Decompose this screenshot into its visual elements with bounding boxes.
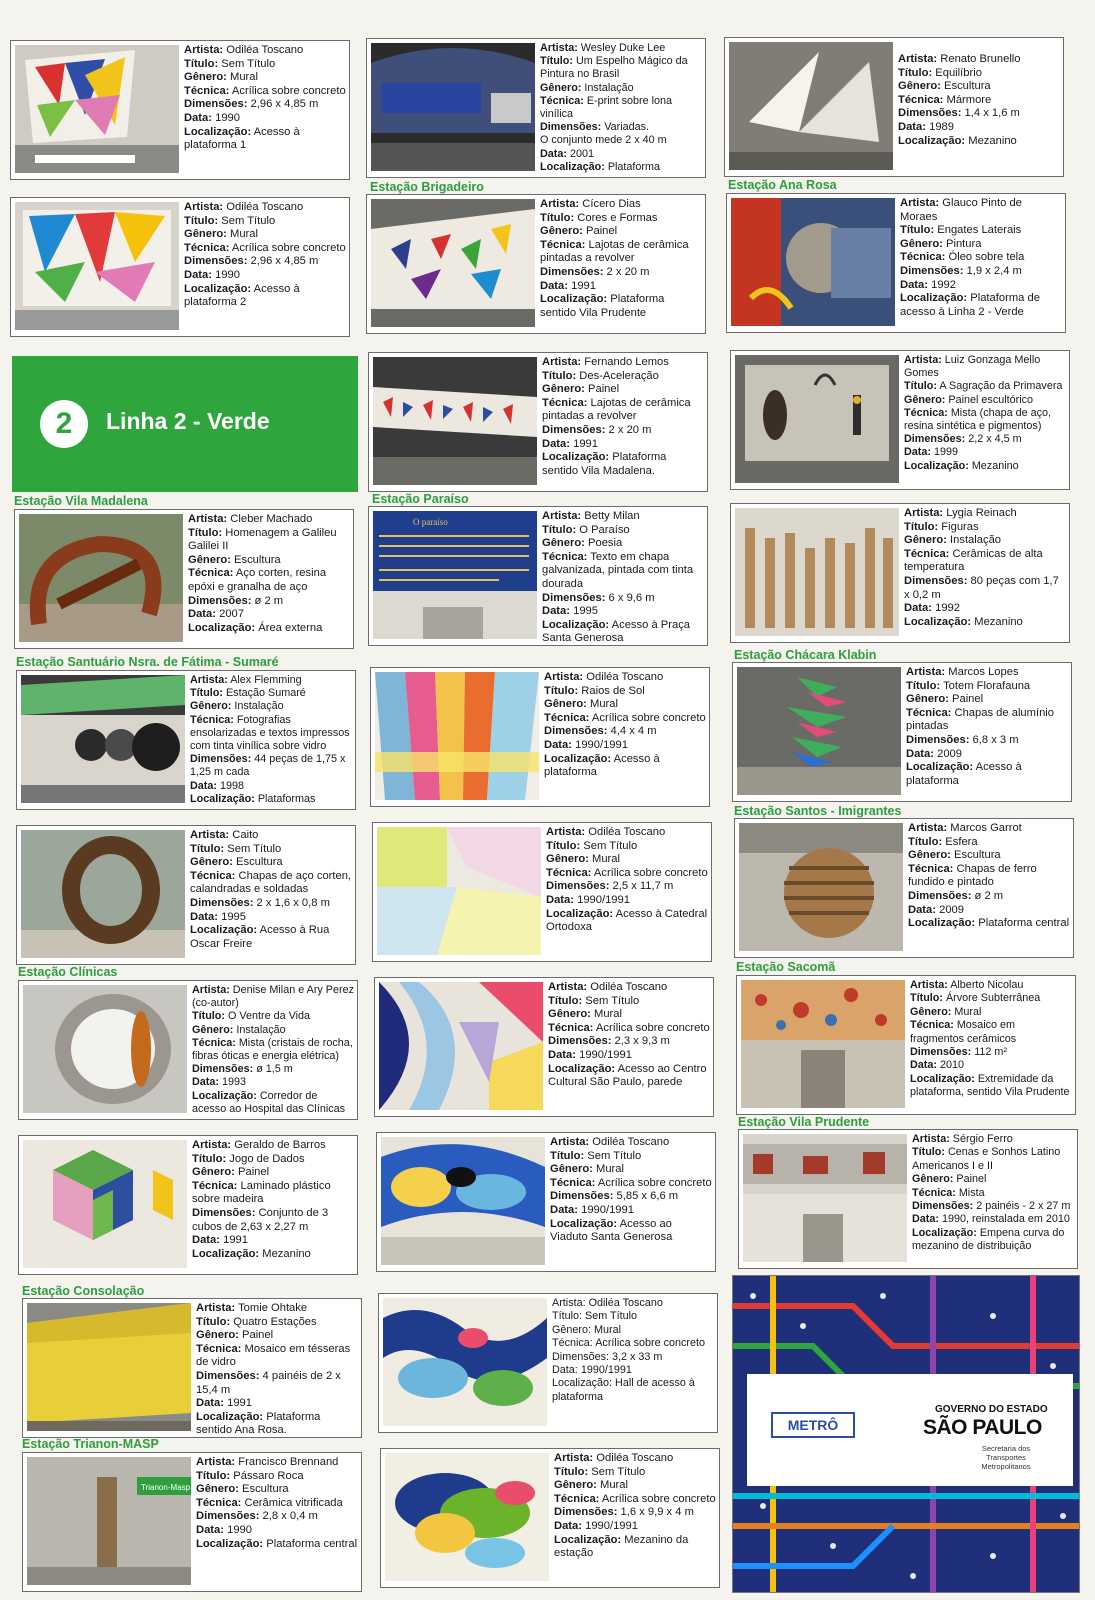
technique: Acrílica sobre concreto — [231, 84, 346, 97]
date: 1998 — [220, 779, 245, 792]
location: Acesso à plataforma 1 — [184, 125, 300, 152]
artwork-photo — [737, 667, 901, 795]
line-title: Linha 2 - Verde — [106, 408, 270, 434]
artwork-title: Sem Título — [221, 214, 276, 227]
station-label: Estação Vila Madalena — [14, 494, 148, 508]
location: Acesso ao Viaduto Santa Generosa — [550, 1217, 673, 1244]
station-label: Estação Paraíso — [372, 492, 469, 506]
genre: Mural — [230, 71, 258, 84]
genre: Poesia — [588, 537, 623, 550]
station-label: Estação Consolação — [22, 1284, 145, 1298]
artwork-title: Cores e Formas — [577, 211, 658, 224]
genre: Mural — [590, 698, 618, 711]
artwork-photo — [383, 1298, 547, 1426]
location: Plataforma central — [266, 1537, 358, 1550]
artwork-photo — [371, 199, 535, 327]
location: Mezanino — [262, 1247, 311, 1260]
location: Hall de acesso à plataforma — [552, 1377, 695, 1403]
location: Acesso à Praça Santa Generosa — [542, 618, 691, 645]
technique: Mosaico em fragmentos cerâmicos — [910, 1019, 1017, 1045]
artwork-card[interactable]: Artista: Wesley Duke Lee Título: Um Espelho Mágico da Pintura no Brasil Gênero: Instalação Técnica: E-print sobre lona vinílica Dimensões: Variadas. O conjunto mede 2 x 40 m Data: 2001 Localização: Plataforma — [366, 38, 706, 178]
dimensions: 112 m² — [974, 1046, 1008, 1059]
genre: Instalação — [584, 81, 634, 94]
artist-name: Glauco Pinto de Moraes — [900, 197, 1022, 223]
artist-name: Tomie Ohtake — [238, 1302, 308, 1314]
genre: Instalação — [236, 1023, 286, 1036]
artwork-title: Raios de Sol — [581, 684, 645, 697]
station-label: Estação Santos - Imigrantes — [734, 804, 902, 818]
dimensions-note: O conjunto mede 2 x 40 m — [540, 134, 667, 147]
dimensions: 3,2 x 33 m — [612, 1350, 663, 1363]
station-label: Estação Chácara Klabin — [734, 648, 877, 662]
artwork-card[interactable]: Artista: Geraldo de Barros Título: Jogo de Dados Gênero: Painel Técnica: Laminado plástico sobre madeira Dimensões: Conjunto de 3 cubos de 2,63 x 2,27 m Data: 1991 Localização: Mezanino — [18, 1135, 358, 1275]
dimensions: ø 1,5 m — [256, 1063, 293, 1076]
date: 1990/1991 — [575, 738, 628, 751]
artwork-card[interactable]: Artista: Glauco Pinto de Moraes Título: Engates Laterais Gênero: Pintura Técnica: Óleo sobre tela Dimensões: 1,9 x 2,4 m Data: 1992 Localização: Plataforma de acesso à Linha 2 - Verde — [726, 193, 1066, 333]
dimensions: Variadas. — [604, 121, 650, 134]
location: Plataforma sentido Vila Madalena. — [542, 451, 667, 477]
artwork-photo — [15, 45, 179, 173]
station-label: Estação Ana Rosa — [728, 178, 837, 192]
artwork-title: Sem Título — [583, 839, 638, 852]
date: 1990/1991 — [580, 1364, 632, 1377]
date: 1990 — [215, 268, 240, 281]
genre: Escultura — [236, 856, 283, 869]
artwork-card[interactable]: Artista: Luiz Gonzaga Mello Gomes Título: A Sagração da Primavera Gênero: Painel escultórico Técnica: Mista (chapa de aço, resina sintética e pigmentos) Dimensões: 2,2 x 4,5 m Data: 1999 Localização: Mezanino — [730, 350, 1070, 490]
artwork-title: Sem Título — [585, 1310, 638, 1323]
artwork-card[interactable]: O paraíso Artista: Betty Milan Título: O Paraíso Gênero: Poesia Técnica: Texto em chapa galvanizada, pintada com tinta dourada Dimensões: 6 x 9,6 m Data: 1995 Localização: Acesso à Praça Santa Generosa — [368, 506, 708, 646]
artwork-title: Equilíbrio — [935, 66, 982, 79]
artwork-photo — [741, 980, 905, 1108]
genre: Painel — [238, 1166, 270, 1179]
artwork-photo — [21, 675, 185, 803]
artist-name: Odiléa Toscano — [590, 981, 668, 993]
artwork-title: Sem Título — [221, 57, 276, 70]
genre: Escultura — [242, 1483, 289, 1496]
date: 1991 — [573, 437, 598, 450]
location: Acesso à plataforma 2 — [184, 282, 300, 309]
genre: Mural — [594, 1008, 622, 1021]
artwork-card[interactable]: Artista: Renato Brunello Título: Equilíbrio Gênero: Escultura Técnica: Mármore Dimensões: 1,4 x 1,6 m Data: 1989 Localização: Mezanino — [724, 37, 1064, 177]
location: Mezanino — [971, 459, 1019, 472]
station-label: Estação Clínicas — [18, 965, 118, 979]
date: 1989 — [929, 120, 954, 133]
artwork-title: Homenagem a Galileu Galilei II — [188, 526, 337, 553]
artist-name: Denise Milan e Ary Perez (co-autor) — [192, 984, 355, 1010]
sign-text: Trianon-Masp — [141, 1483, 191, 1492]
technique: Mista (chapa de aço, resina sintética e pigmentos) — [904, 406, 1052, 433]
artwork-photo — [375, 672, 539, 800]
artwork-card[interactable]: Artista: Cícero Dias Título: Cores e Formas Gênero: Painel Técnica: Lajotas de cerâmica pintadas a revolver Dimensões: 2 x 20 m Data: 1991 Localização: Plataforma sentido Vila Prudente — [366, 194, 706, 334]
artwork-card[interactable]: Artista: Alex Flemming Título: Estação Sumaré Gênero: Instalação Técnica: Fotografias ensolarizadas e textos impressos com tinta vinílica sobre vidro Dimensões: 44 peças de 1,75 x 1,25 m cada Data: 1998 Localização: Plataformas — [16, 670, 356, 810]
artist-name: Sérgio Ferro — [952, 1133, 1013, 1145]
technique: Acrílica sobre concreto — [595, 1337, 706, 1350]
date: 1993 — [222, 1076, 247, 1089]
technique: Chapas de ferro fundido e pintado — [908, 862, 1037, 889]
dimensions: 2,2 x 4,5 m — [968, 433, 1022, 446]
artist-name: Caito — [232, 829, 259, 841]
technique: Lajotas de cerâmica pintadas a revolver — [540, 238, 689, 265]
artwork-photo — [371, 43, 535, 171]
artwork-title: Sem Título — [227, 842, 282, 855]
genre: Painel — [242, 1329, 274, 1342]
artist-name: Betty Milan — [584, 510, 640, 522]
technique: Acrílica sobre concreto — [231, 241, 346, 254]
artist-name: Cícero Dias — [582, 198, 641, 210]
artwork-card[interactable]: Artista: Odiléa Toscano Título: Sem Título Gênero: Mural Técnica: Acrílica sobre concreto Dimensões: 2,3 x 9,3 m Data: 1990/1991 Localização: Acesso ao Centro Cultural São Paulo, parede — [374, 977, 714, 1117]
technique: Acrílica sobre concreto — [591, 711, 706, 724]
artwork-photo — [15, 202, 179, 330]
genre: Painel — [588, 383, 620, 396]
artwork-title: Figuras — [941, 520, 979, 533]
genre: Mural — [954, 1005, 982, 1018]
artwork-title: O Paraíso — [579, 523, 630, 536]
artwork-title: Quatro Estações — [233, 1315, 317, 1328]
artwork-card[interactable]: Artista: Odiléa Toscano Título: Sem Título Gênero: Mural Técnica: Acrílica sobre concreto Dimensões: 5,85 x 6,6 m Data: 1990/1991 Localização: Acesso ao Viaduto Santa Generosa — [376, 1132, 716, 1272]
dimensions: 2,96 x 4,85 m — [250, 98, 319, 111]
dimensions: 4,4 x 4 m — [610, 725, 657, 738]
artwork-photo — [21, 830, 185, 958]
artwork-title: Engates Laterais — [937, 224, 1022, 237]
technique: Acrílica sobre concreto — [597, 1176, 712, 1189]
location: Acesso ao Centro Cultural São Paulo, parede — [548, 1062, 707, 1089]
artwork-card[interactable]: Artista: Marcos Lopes Título: Totem Florafauna Gênero: Painel Técnica: Chapas de alumínio pintadas Dimensões: 6,8 x 3 m Data: 2009 Localização: Acesso à plataforma — [732, 662, 1072, 802]
artist-name: Francisco Brennand — [238, 1456, 339, 1468]
artist-name: Odiléa Toscano — [226, 44, 304, 56]
genre: Painel — [952, 693, 984, 706]
location: Acesso à plataforma — [906, 761, 1022, 787]
artist-name: Alex Flemming — [230, 674, 302, 686]
artwork-card[interactable]: Artista: Odiléa Toscano Título: Sem Título Gênero: Mural Técnica: Acrílica sobre concreto Dimensões: 2,96 x 4,85 m Data: 1990 Localização: Acesso à plataforma 2 — [10, 197, 350, 337]
date: 1995 — [221, 910, 246, 923]
artwork-photo — [729, 42, 893, 170]
metro-logo-panel — [747, 1374, 1073, 1486]
technique: Lajotas de cerâmica pintadas a revolver — [542, 396, 691, 423]
location: Área externa — [258, 621, 323, 634]
date: 1990/1991 — [577, 893, 630, 906]
location: Acesso à plataforma — [544, 752, 660, 779]
artist-name: Lygia Reinach — [946, 507, 1017, 519]
genre: Mural — [594, 1323, 622, 1336]
dimensions: 2 painéis - 2 x 27 m — [976, 1200, 1071, 1213]
technique: Óleo sobre tela — [948, 251, 1025, 264]
dimensions: 2,96 x 4,85 m — [250, 255, 319, 268]
artwork-title: Esfera — [945, 835, 978, 848]
dimensions: 44 peças de 1,75 x 1,25 m cada — [190, 753, 346, 779]
dimensions: 1,6 x 9,9 x 4 m — [620, 1506, 694, 1519]
artwork-title: Árvore Subterrânea — [945, 992, 1041, 1005]
station-label: Estação Vila Prudente — [738, 1115, 870, 1129]
technique: Mista (cristais de rocha, fibras óticas e energia elétrica) — [192, 1036, 353, 1063]
technique: E-print sobre lona vinílica — [540, 94, 673, 121]
date: 1992 — [931, 278, 956, 291]
artwork-card[interactable]: Artista: Fernando Lemos Título: Des-Aceleração Gênero: Painel Técnica: Lajotas de cerâmica pintadas a revolver Dimensões: 2 x 20 m Data: 1991 Localização: Plataforma sentido Vila Madalena. — [368, 352, 708, 492]
date: 1991 — [223, 1234, 248, 1247]
technique: Laminado plástico sobre madeira — [192, 1179, 331, 1206]
artwork-photo — [19, 514, 183, 642]
station-label: Estação Sacomã — [736, 960, 836, 974]
genre: Mural — [230, 228, 258, 241]
artwork-photo — [377, 827, 541, 955]
station-label: Estação Trianon-MASP — [22, 1437, 159, 1451]
artist-name: Odiléa Toscano — [586, 671, 664, 683]
dimensions: 2,3 x 9,3 m — [614, 1035, 670, 1048]
artwork-photo — [731, 198, 895, 326]
artwork-card[interactable]: Artista: Caito Título: Sem Título Gênero: Escultura Técnica: Chapas de aço corten, calandradas e soldadas Dimensões: 2 x 1,6 x 0,8 m Data: 1995 Localização: Acesso à Rua Oscar Freire — [16, 825, 356, 965]
dimensions: 5,85 x 6,6 m — [616, 1190, 679, 1203]
location: Mezanino — [974, 615, 1023, 628]
location: Plataforma sentido Vila Prudente — [540, 293, 665, 319]
date: 1990/1991 — [581, 1203, 634, 1216]
artwork-title: Des-Aceleração — [579, 369, 659, 382]
technique: Texto em chapa galvanizada, pintada com tinta dourada — [542, 550, 694, 590]
genre: Painel — [956, 1173, 987, 1186]
dimensions: 2 x 20 m — [606, 265, 650, 278]
artwork-card[interactable]: Artista: Alberto Nicolau Título: Árvore Subterrânea Gênero: Mural Técnica: Mosaico em fragmentos cerâmicos Dimensões: 112 m² Data: 2010 Localização: Extremidade da plataforma, sentido Vila Prudente — [736, 975, 1076, 1115]
genre: Mural — [592, 853, 620, 866]
dimensions: 6 x 9,6 m — [608, 591, 655, 604]
dimensions: 4 painéis de 2 x 15,4 m — [196, 1369, 341, 1396]
dimensions: 2 x 20 m — [608, 423, 652, 436]
artist-name: Cleber Machado — [230, 513, 313, 525]
poem-title: O paraíso — [413, 517, 448, 527]
artwork-title: Sem Título — [591, 1465, 646, 1478]
technique: Fotografias ensolarizadas e textos impressos com tinta vinílica sobre vidro — [190, 713, 350, 753]
date: 2009 — [939, 903, 964, 916]
location: Plataforma sentido Ana Rosa. — [196, 1410, 321, 1437]
artist-name: Wesley Duke Lee — [580, 42, 666, 54]
date: 1990, reinstalada em 2010 — [942, 1213, 1070, 1226]
technique: Mosaico em tésseras de vidro — [196, 1342, 351, 1369]
date: 1990 — [227, 1523, 252, 1536]
dimensions: 1,9 x 2,4 m — [966, 264, 1022, 277]
artwork-title: O Ventre da Vida — [227, 1010, 311, 1023]
artwork-card[interactable]: Artista: Lygia Reinach Título: Figuras Gênero: Instalação Técnica: Cerâmicas de alta temperatura Dimensões: 80 peças com 1,7 x 0,2 m Data: 1992 Localização: Mezanino — [730, 503, 1070, 643]
technique: Cerâmicas de alta temperatura — [904, 547, 1043, 574]
artwork-card[interactable]: Artista: Sérgio Ferro Título: Cenas e Sonhos Latino Americanos I e II Gênero: Painel Técnica: Mista Dimensões: 2 painéis - 2 x 27 m Data: 1990, reinstalada em 2010 Localização: Empena curva do mezanino de distribuição — [738, 1129, 1078, 1269]
date: 1990/1991 — [585, 1519, 638, 1532]
artist-name: Odiléa Toscano — [596, 1452, 674, 1464]
date: 1992 — [935, 602, 960, 615]
artist-name: Odiléa Toscano — [588, 1297, 663, 1309]
date: 1990/1991 — [579, 1048, 632, 1061]
genre: Mural — [600, 1479, 628, 1492]
artist-name: Alberto Nicolau — [950, 979, 1024, 991]
artwork-title: Sem Título — [587, 1149, 642, 1162]
artwork-photo — [743, 1134, 907, 1262]
artwork-photo — [23, 985, 187, 1113]
line-number-badge: 2 — [40, 400, 88, 448]
genre: Escultura — [954, 849, 1001, 862]
artwork-photo — [373, 357, 537, 485]
artist-name: Odiléa Toscano — [226, 201, 304, 213]
artwork-title: A Sagração da Primavera — [939, 380, 1063, 393]
metro-logo: METRÔ — [771, 1412, 855, 1438]
technique: Mármore — [946, 93, 992, 106]
genre: Escultura — [944, 80, 991, 93]
artist-name: Odiléa Toscano — [588, 826, 666, 838]
dimensions: 6,8 x 3 m — [972, 733, 1019, 746]
technique: Acrílica sobre concreto — [593, 866, 708, 879]
dimensions: ø 2 m — [254, 594, 284, 607]
genre: Painel escultórico — [948, 393, 1034, 406]
artwork-card[interactable]: Artista: Odiléa Toscano Título: Sem Título Gênero: Mural Técnica: Acrílica sobre concreto Dimensões: 3,2 x 33 m Data: 1990/1991 Localização: Hall de acesso à plataforma — [378, 1293, 718, 1433]
technique: Chapas de alumínio pintadas — [906, 706, 1055, 733]
location: Acesso à Catedral Ortodoxa — [546, 907, 708, 934]
location: Mezanino — [968, 134, 1017, 147]
artwork-card[interactable]: Artista: Tomie Ohtake Título: Quatro Estações Gênero: Painel Técnica: Mosaico em tésseras de vidro Dimensões: 4 painéis de 2 x 15,4 m Data: 1991 Localização: Plataforma sentido Ana Rosa. — [22, 1298, 362, 1438]
dimensions: 2 x 1,6 x 0,8 m — [256, 896, 330, 909]
technique: Cerâmica vitrificada — [244, 1496, 343, 1509]
technique: Acrílica sobre concreto — [601, 1492, 716, 1505]
artwork-photo — [735, 508, 899, 636]
location: Corredor de acesso ao Hospital das Clínicas — [192, 1089, 346, 1115]
artist-name: Luiz Gonzaga Mello Gomes — [904, 354, 1041, 380]
artwork-title: Totem Florafauna — [943, 679, 1031, 692]
date: 1999 — [934, 446, 959, 459]
location: Plataforma central — [978, 917, 1070, 930]
technique: Chapas de aço corten, calandradas e soldadas — [190, 869, 352, 896]
artwork-card[interactable]: Artista: Denise Milan e Ary Perez (co-autor) Título: O Ventre da Vida Gênero: Instalação Técnica: Mista (cristais de rocha, fibras óticas e energia elétrica) Dimensões: ø 1,5 m Data: 1993 Localização: Corredor de acesso ao Hospital das Clínicas — [18, 980, 358, 1120]
artwork-title: Jogo de Dados — [229, 1152, 305, 1165]
artwork-photo — [23, 1140, 187, 1268]
artist-name: Marcos Lopes — [948, 666, 1019, 678]
location: Extremidade da plataforma, sentido Vila Prudente — [910, 1072, 1070, 1099]
artwork-card[interactable]: Artista: Odiléa Toscano Título: Sem Título Gênero: Mural Técnica: Acrílica sobre concreto Dimensões: 2,96 x 4,85 m Data: 1990 Localização: Acesso à plataforma 1 — [10, 40, 350, 180]
artwork-title: Um Espelho Mágico da Pintura no Brasil — [540, 55, 688, 81]
artist-name: Fernando Lemos — [584, 356, 669, 368]
artwork-card[interactable]: Artista: Marcos Garrot Título: Esfera Gênero: Escultura Técnica: Chapas de ferro fundido e pintado Dimensões: ø 2 m Data: 2009 Localização: Plataforma central — [734, 818, 1074, 958]
artwork-photo — [385, 1453, 549, 1581]
transport-secretariat: Secretaria dos Transportes Metropolitanos — [981, 1444, 1031, 1471]
location: Plataformas — [257, 792, 316, 805]
location: Plataforma de acesso à Linha 2 - Verde — [900, 292, 1040, 318]
genre: Escultura — [234, 553, 281, 566]
government-label: GOVERNO DO ESTADO — [935, 1404, 1048, 1415]
technique: Mista — [958, 1186, 985, 1199]
dimensions: Conjunto de 3 cubos de 2,63 x 2,27 m — [192, 1206, 329, 1233]
genre: Mural — [596, 1163, 624, 1176]
artist-name: Geraldo de Barros — [234, 1139, 326, 1151]
artwork-title: Estação Sumaré — [225, 687, 306, 700]
location: Mezanino da estação — [554, 1533, 689, 1560]
date: 2007 — [219, 608, 244, 621]
date: 2010 — [940, 1059, 965, 1072]
line-banner — [12, 356, 358, 492]
artwork-photo — [27, 1303, 191, 1431]
date: 1995 — [573, 605, 598, 618]
location: Empena curva do mezanino de distribuição — [912, 1226, 1065, 1253]
genre: Instalação — [950, 534, 1002, 547]
date: 1991 — [571, 279, 596, 292]
dimensions: 1,4 x 1,6 m — [964, 107, 1020, 120]
artwork-title: Sem Título — [585, 994, 640, 1007]
technique: Acrílica sobre concreto — [595, 1021, 710, 1034]
artwork-photo — [739, 823, 903, 951]
artwork-card[interactable]: Artista: Odiléa Toscano Título: Sem Título Gênero: Mural Técnica: Acrílica sobre concreto Dimensões: 1,6 x 9,9 x 4 m Data: 1990/1991 Localização: Mezanino da estação — [380, 1448, 720, 1588]
artwork-title: Cenas e Sonhos Latino Americanos I e II — [912, 1146, 1061, 1172]
artist-name: Marcos Garrot — [950, 822, 1022, 834]
government-state-name: SÃO PAULO — [923, 1416, 1042, 1439]
artwork-photo — [373, 511, 537, 639]
dimensions: ø 2 m — [974, 889, 1004, 902]
date: 1990 — [215, 111, 240, 124]
artwork-photo — [27, 1457, 191, 1585]
metro-card-cover — [732, 1275, 1080, 1593]
artwork-card[interactable]: Artista: Odiléa Toscano Título: Sem Título Gênero: Mural Técnica: Acrílica sobre concreto Dimensões: 2,5 x 11,7 m Data: 1990/1991 Localização: Acesso à Catedral Ortodoxa — [372, 822, 712, 962]
date: 2009 — [937, 747, 962, 760]
dimensions: 80 peças com 1,7 x 0,2 m — [904, 574, 1059, 601]
artwork-photo — [381, 1137, 545, 1265]
genre: Painel — [586, 225, 618, 238]
artist-name: Renato Brunello — [940, 53, 1021, 65]
artwork-card[interactable]: Trianon-Masp Artista: Francisco Brennand Título: Pássaro Roca Gênero: Escultura Técnica: Cerâmica vitrificada Dimensões: 2,8 x 0,4 m Data: 1990 Localização: Plataforma central — [22, 1452, 362, 1592]
station-label: Estação Brigadeiro — [370, 180, 484, 194]
artist-name: Odiléa Toscano — [592, 1136, 670, 1148]
genre: Pintura — [946, 237, 982, 250]
artwork-card[interactable]: Artista: Cleber Machado Título: Homenagem a Galileu Galilei II Gênero: Escultura Técnica: Aço corten, resina epóxi e granalha de aço Dimensões: ø 2 m Data: 2007 Localização: Área externa — [14, 509, 354, 649]
dimensions: 2,5 x 11,7 m — [612, 880, 674, 893]
dimensions: 2,8 x 0,4 m — [262, 1510, 318, 1523]
date: 1991 — [227, 1397, 252, 1410]
location: Acesso à Rua Oscar Freire — [190, 924, 330, 950]
artwork-photo — [735, 355, 899, 483]
location: Plataforma — [607, 160, 661, 173]
date: 2001 — [570, 147, 595, 160]
genre: Instalação — [234, 700, 284, 713]
technique: Aço corten, resina epóxi e granalha de aço — [188, 567, 327, 593]
artwork-photo — [379, 982, 543, 1110]
station-label: Estação Santuário Nsra. de Fátima - Sumaré — [16, 655, 279, 669]
artwork-title: Pássaro Roca — [233, 1469, 304, 1482]
artwork-card[interactable]: Artista: Odiléa Toscano Título: Raios de Sol Gênero: Mural Técnica: Acrílica sobre concreto Dimensões: 4,4 x 4 m Data: 1990/1991 Localização: Acesso à plataforma — [370, 667, 710, 807]
